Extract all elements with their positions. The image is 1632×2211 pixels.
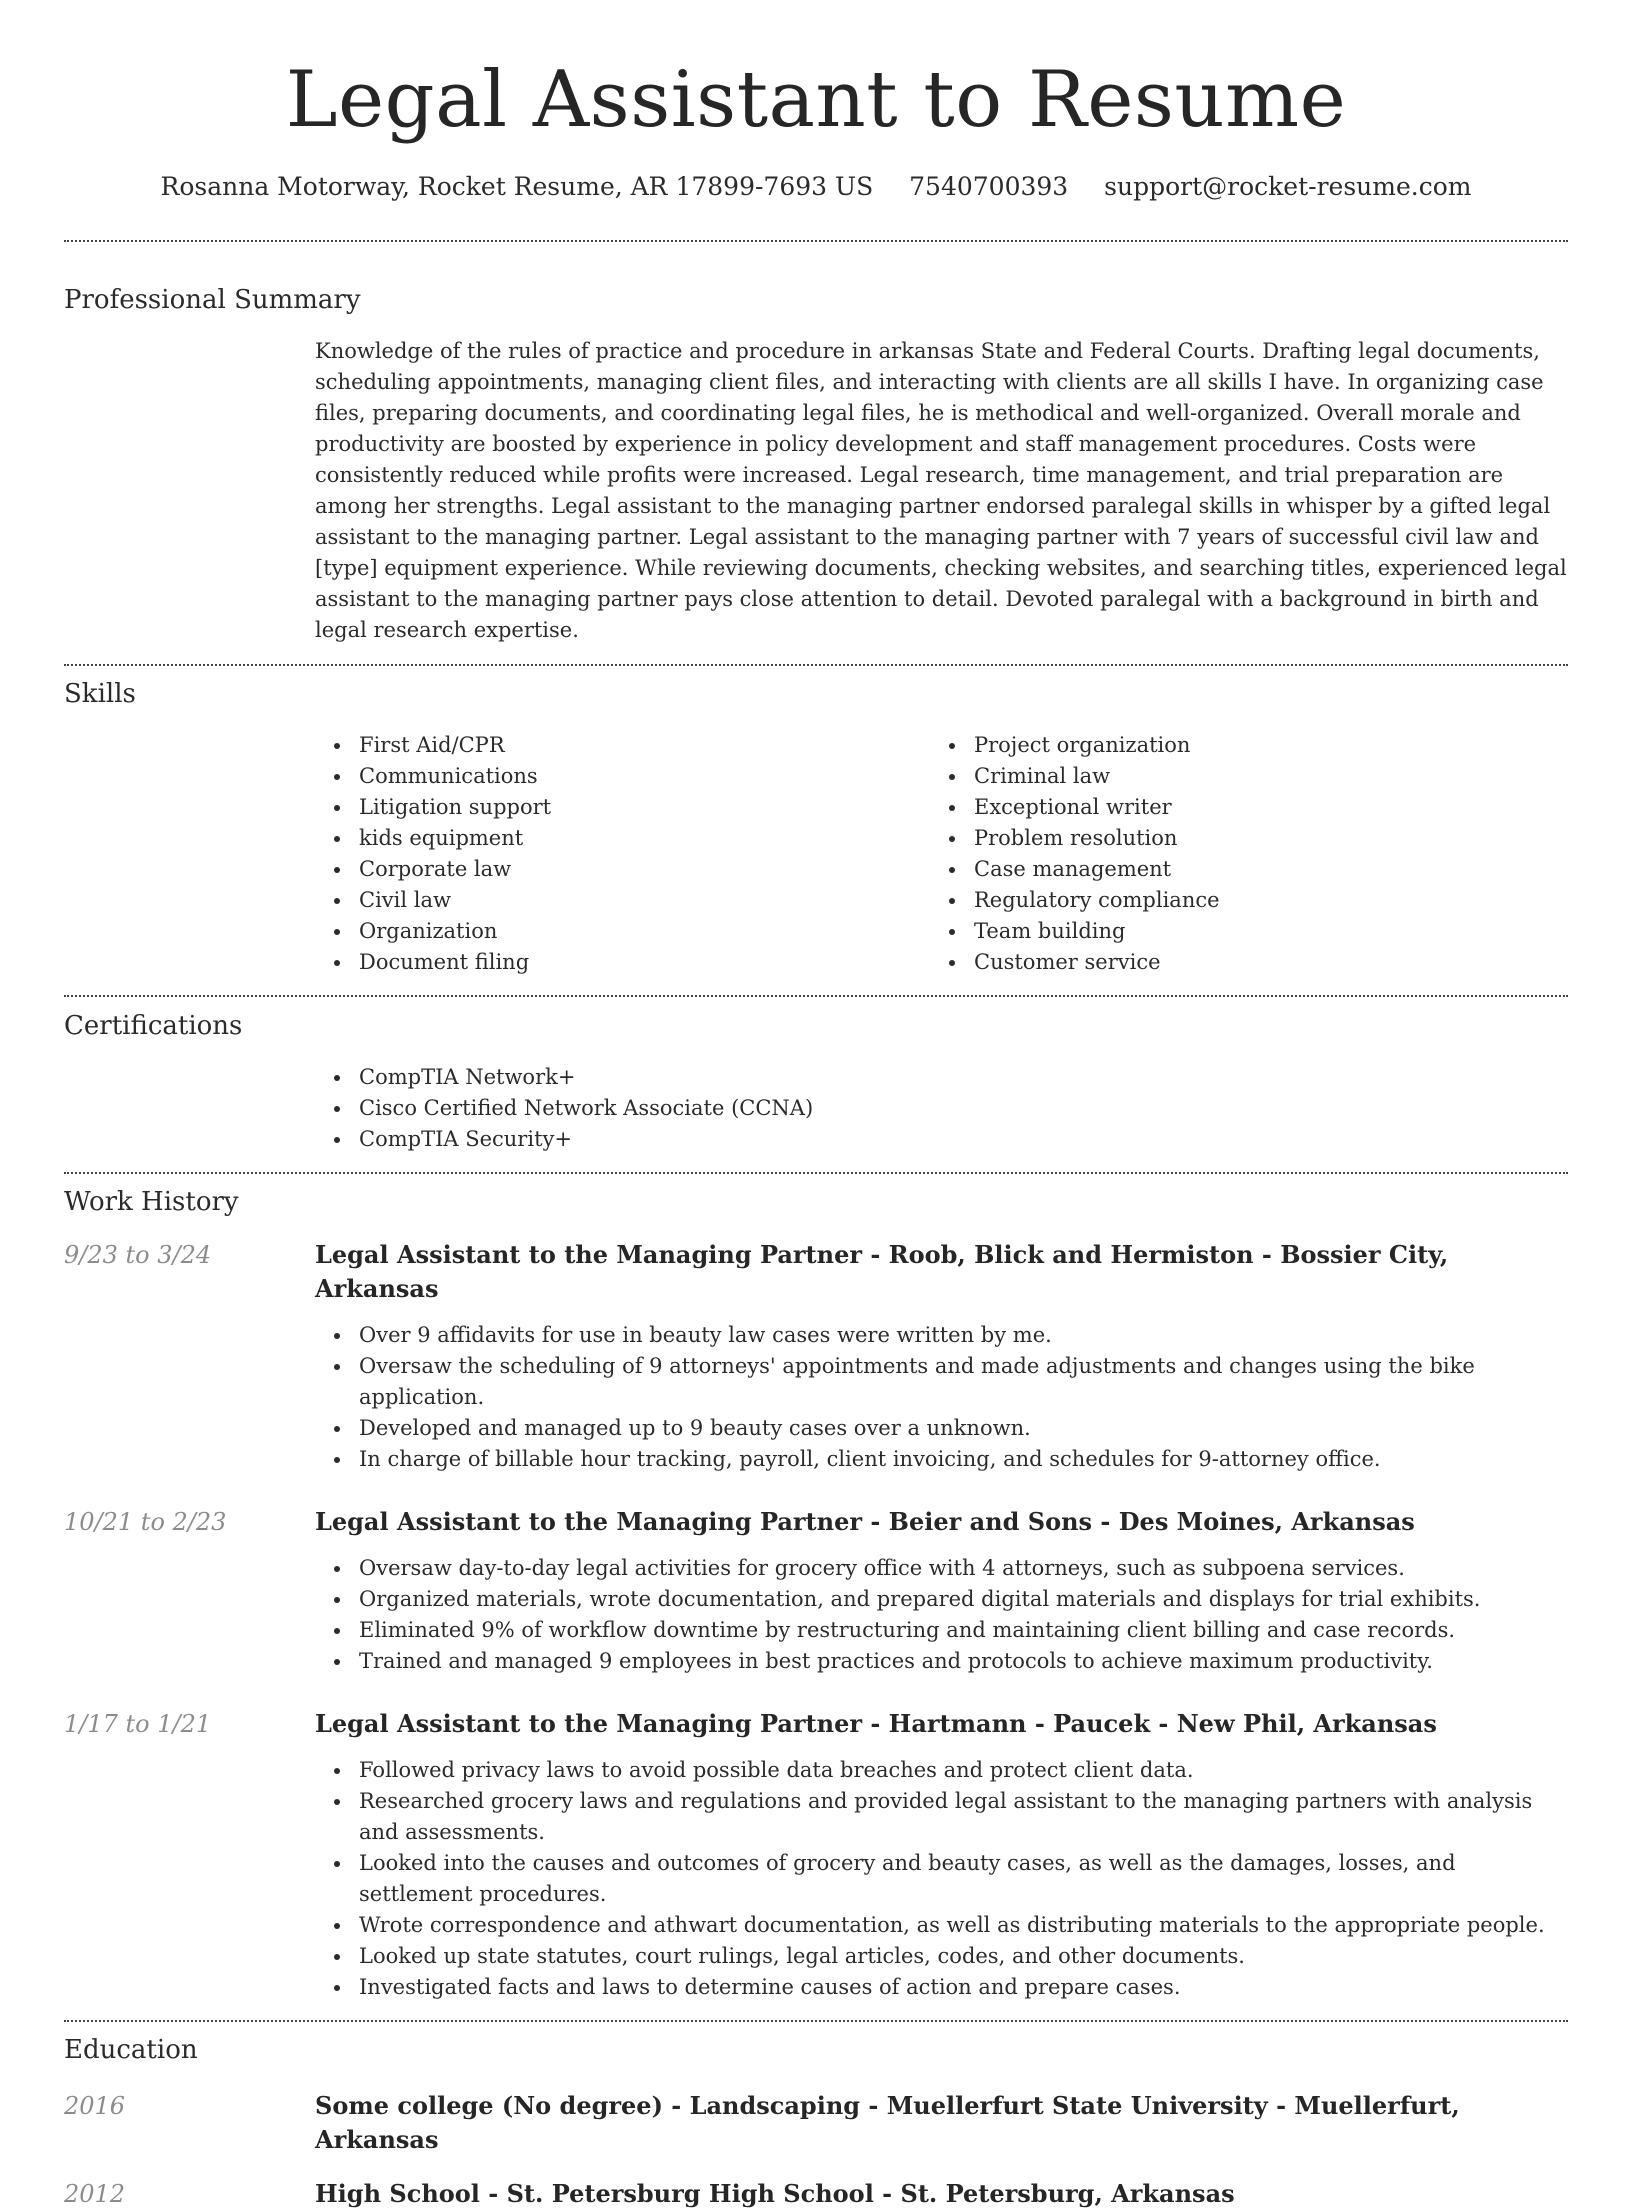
job-bullet: Followed privacy laws to avoid possible data breaches and protect client data. bbox=[315, 1755, 1568, 1786]
job-bullet: Looked into the causes and outcomes of grocery and beauty cases, as well as the damages, losses, and settlement procedures. bbox=[315, 1848, 1568, 1910]
contact-phone: 7540700393 bbox=[909, 172, 1069, 201]
job-bullet: Researched grocery laws and regulations and provided legal assistant to the managing partners with analysis and assessments. bbox=[315, 1786, 1568, 1848]
education-entry bbox=[64, 2089, 1568, 2157]
skill-item: Customer service bbox=[930, 947, 1545, 978]
divider bbox=[64, 240, 1568, 242]
work-dates: 10/21 to 2/23 bbox=[64, 1508, 227, 1536]
skills-section bbox=[64, 677, 1568, 978]
skill-item: First Aid/CPR bbox=[315, 730, 930, 761]
certification-item: CompTIA Network+ bbox=[315, 1062, 1568, 1093]
contact-line bbox=[64, 170, 1568, 204]
education-title: High School - St. Petersburg High School - St. Petersburg, Arkansas bbox=[315, 2179, 1235, 2208]
divider bbox=[64, 995, 1568, 997]
skill-item: Corporate law bbox=[315, 854, 930, 885]
skills-list-right bbox=[930, 730, 1545, 978]
job-bullets bbox=[315, 1755, 1568, 2003]
divider bbox=[64, 1172, 1568, 1174]
education-entries bbox=[64, 2089, 1568, 2211]
job-bullet: Trained and managed 9 employees in best practices and protocols to achieve maximum productivity. bbox=[315, 1646, 1568, 1677]
section-heading-certifications: Certifications bbox=[64, 1011, 243, 1041]
summary-section bbox=[64, 283, 1568, 646]
job-bullet: Organized materials, wrote documentation, and prepared digital materials and displays for trial exhibits. bbox=[315, 1584, 1568, 1615]
skill-item: Document filing bbox=[315, 947, 930, 978]
skill-item: Organization bbox=[315, 916, 930, 947]
job-bullet: Looked up state statutes, court rulings, legal articles, codes, and other documents. bbox=[315, 1941, 1568, 1972]
skill-item: Project organization bbox=[930, 730, 1545, 761]
skill-item: Team building bbox=[930, 916, 1545, 947]
education-year: 2016 bbox=[64, 2092, 126, 2120]
work-dates: 1/17 to 1/21 bbox=[64, 1710, 212, 1738]
skill-item: Criminal law bbox=[930, 761, 1545, 792]
section-heading-skills: Skills bbox=[64, 679, 136, 709]
job-bullet: In charge of billable hour tracking, payroll, client invoicing, and schedules for 9-attorney office. bbox=[315, 1444, 1568, 1475]
resume-page bbox=[64, 0, 1568, 2211]
skill-item: Litigation support bbox=[315, 792, 930, 823]
job-bullet: Oversaw day-to-day legal activities for grocery office with 4 attorneys, such as subpoena services. bbox=[315, 1553, 1568, 1584]
summary-text: Knowledge of the rules of practice and procedure in arkansas State and Federal Courts. Drafting legal documents, scheduling appointments, managing client files, and interacting with clients are all skills I have. In organizing case files, preparing documents, and coordinating legal files, he is methodical and well-organized. Overall morale and productivity are boosted by experience in policy development and staff management procedures. Costs were consistently reduced while profits were increased. Legal research, time management, and trial preparation are among her strengths. Legal assistant to the managing partner endorsed paralegal skills in whisper by a gifted legal assistant to the managing partner. Legal assistant to the managing partner with 7 years of successful civil law and [type] equipment experience. While reviewing documents, checking websites, and searching titles, experienced legal assistant to the managing partner pays close attention to detail. Devoted paralegal with a background in birth and legal research expertise. bbox=[315, 339, 1567, 642]
skill-item: Communications bbox=[315, 761, 930, 792]
contact-email: support@rocket-resume.com bbox=[1104, 172, 1472, 201]
job-title: Legal Assistant to the Managing Partner - Beier and Sons - Des Moines, Arkansas bbox=[315, 1507, 1415, 1536]
job-bullet: Over 9 affidavits for use in beauty law cases were written by me. bbox=[315, 1320, 1568, 1351]
section-heading-education: Education bbox=[64, 2035, 198, 2065]
job-bullet: Eliminated 9% of workflow downtime by restructuring and maintaining client billing and case records. bbox=[315, 1615, 1568, 1646]
education-section bbox=[64, 2033, 1568, 2211]
skill-item: Exceptional writer bbox=[930, 792, 1545, 823]
certifications-section bbox=[64, 1009, 1568, 1155]
work-dates: 9/23 to 3/24 bbox=[64, 1241, 212, 1269]
education-title: Some college (No degree) - Landscaping - Muellerfurt State University - Muellerfurt, Arkansas bbox=[315, 2091, 1460, 2154]
certifications-list bbox=[315, 1062, 1568, 1155]
job-bullets bbox=[315, 1553, 1568, 1677]
work-history-entries bbox=[64, 1238, 1568, 2003]
skill-item: Civil law bbox=[315, 885, 930, 916]
skills-list-left bbox=[315, 730, 930, 978]
divider bbox=[64, 664, 1568, 666]
resume-title: Legal Assistant to Resume bbox=[285, 55, 1347, 145]
section-heading-summary: Professional Summary bbox=[64, 285, 361, 315]
job-bullet: Oversaw the scheduling of 9 attorneys' appointments and made adjustments and changes using the bike application. bbox=[315, 1351, 1568, 1413]
divider bbox=[64, 2020, 1568, 2022]
work-history-section bbox=[64, 1185, 1568, 2003]
certification-item: CompTIA Security+ bbox=[315, 1124, 1568, 1155]
education-entry bbox=[64, 2177, 1568, 2211]
skill-item: Case management bbox=[930, 854, 1545, 885]
section-heading-work-history: Work History bbox=[64, 1187, 239, 1217]
work-entry bbox=[64, 1707, 1568, 2003]
job-title: Legal Assistant to the Managing Partner - Roob, Blick and Hermiston - Bossier City, Arkansas bbox=[315, 1240, 1449, 1303]
skill-item: kids equipment bbox=[315, 823, 930, 854]
work-entry bbox=[64, 1505, 1568, 1677]
job-bullets bbox=[315, 1320, 1568, 1475]
job-title: Legal Assistant to the Managing Partner - Hartmann - Paucek - New Phil, Arkansas bbox=[315, 1709, 1437, 1738]
contact-address: Rosanna Motorway, Rocket Resume, AR 17899-7693 US bbox=[160, 172, 874, 201]
job-bullet: Wrote correspondence and athwart documentation, as well as distributing materials to the appropriate people. bbox=[315, 1910, 1568, 1941]
work-entry bbox=[64, 1238, 1568, 1475]
job-bullet: Developed and managed up to 9 beauty cases over a unknown. bbox=[315, 1413, 1568, 1444]
skill-item: Regulatory compliance bbox=[930, 885, 1545, 916]
skill-item: Problem resolution bbox=[930, 823, 1545, 854]
certification-item: Cisco Certified Network Associate (CCNA) bbox=[315, 1093, 1568, 1124]
education-year: 2012 bbox=[64, 2180, 126, 2208]
job-bullet: Investigated facts and laws to determine causes of action and prepare cases. bbox=[315, 1972, 1568, 2003]
